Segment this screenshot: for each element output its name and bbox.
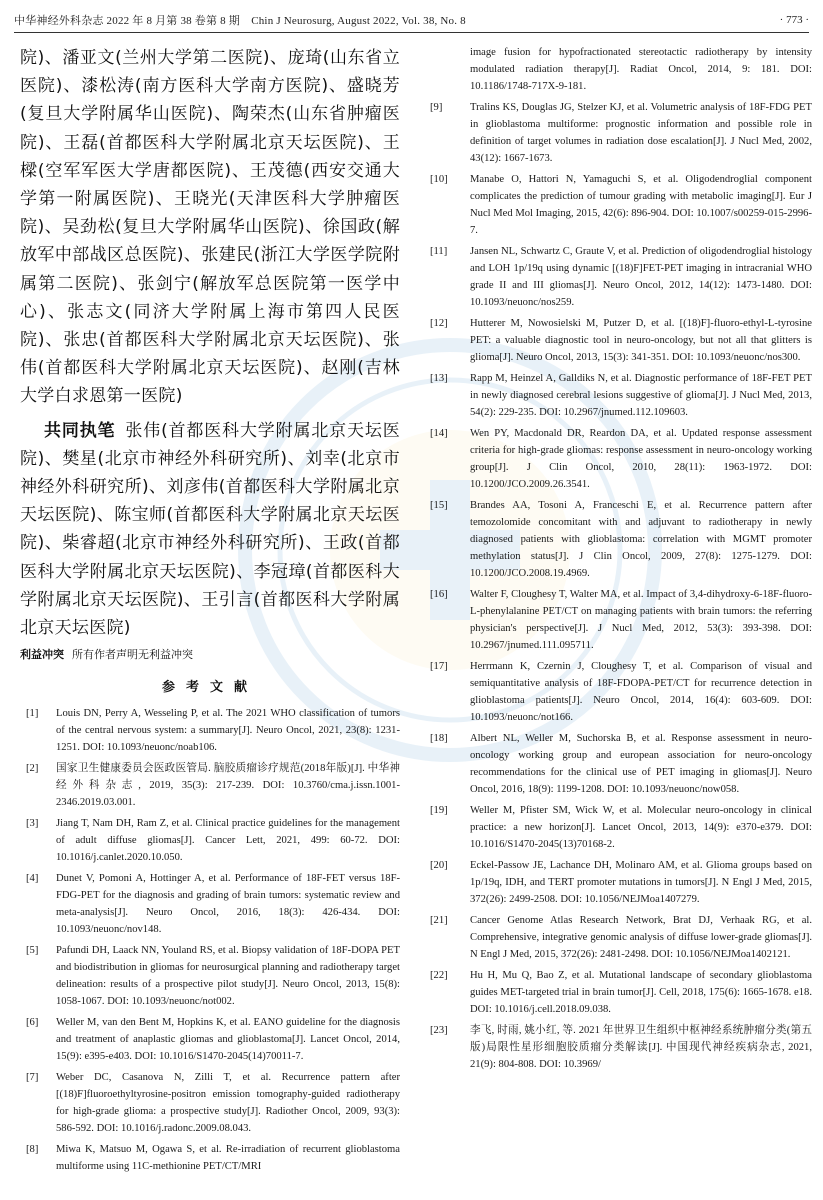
reference-text: Jansen NL, Schwartz C, Graute V, et al. Prediction of oligodendroglial histology and LOH 1p/19q using dynamic [(18)F]FET-PET imaging in intracranial WHO grade II and III gliomas[J]. Neuro Oncol, 2012, 14(12): 1473-1480. DOI: 10.1093/neuonc/nos259.	[470, 246, 812, 308]
reference-number: [1]	[26, 708, 39, 720]
reference-item	[428, 171, 812, 239]
reference-number: [2]	[26, 763, 39, 775]
reference-number: [19]	[430, 805, 448, 816]
reference-item	[428, 658, 812, 726]
reference-item	[20, 705, 400, 756]
reference-number: [11]	[430, 246, 448, 257]
reference-number: [10]	[430, 174, 448, 185]
reference-item	[428, 1022, 812, 1073]
conflict-text: 所有作者声明无利益冲突	[72, 648, 193, 662]
right-column	[428, 44, 812, 1077]
reference-number: [8]	[26, 1144, 39, 1156]
conflict-of-interest	[20, 646, 400, 662]
reference-text: Miwa K, Matsuo M, Ogawa S, et al. Re-irradiation of recurrent glioblastoma multiforme using 11C-methionine PET/CT/MRI	[56, 1144, 400, 1173]
reference-number: [5]	[26, 945, 39, 957]
reference-number: [21]	[430, 915, 448, 926]
reference-number: [23]	[430, 1025, 448, 1036]
reference-text: Hu H, Mu Q, Bao Z, et al. Mutational landscape of secondary glioblastoma guides MET-targeted trial in brain tumor[J]. Cell, 2018, 175(6): 1665-1678. e18. DOI: 10.1016/j.cell.2018.09.038.	[470, 970, 812, 1015]
reference-item	[428, 912, 812, 963]
reference-number: [14]	[430, 428, 448, 439]
running-header	[14, 8, 809, 33]
reference-item	[428, 425, 812, 493]
left-column	[20, 44, 400, 1179]
reference-text: 国家卫生健康委员会医政医管局. 脑胶质瘤诊疗规范(2018年版)[J]. 中华神经外科杂志, 2019, 35(3): 217-239. DOI: 10.3760/cma.j.issn.1001-2346.2019.03.001.	[56, 763, 400, 809]
reference-item	[428, 802, 812, 853]
reference-text: Brandes AA, Tosoni A, Franceschi E, et al. Recurrence pattern after temozolomide concomitant with and adjuvant to radiotherapy in newly diagnosed patients with glioblastoma: correlation with MGMT promoter methylation status[J]. J Clin Oncol, 2009, 27(8): 1275-1279. DOI: 10.1200/JCO.2008.19.4969.	[470, 500, 812, 579]
reference-text: Eckel-Passow JE, Lachance DH, Molinaro AM, et al. Glioma groups based on 1p/19q, IDH, and TERT promoter mutations in tumors[J]. N Engl J Med, 2015, 372(26): 2499-2508. DOI: 10.1056/NEJMoa1407279.	[470, 860, 812, 905]
reference-text: Cancer Genome Atlas Research Network, Brat DJ, Verhaak RG, et al. Comprehensive, integrative genomic analysis of diffuse lower-grade gliomas[J]. N Engl J Med, 2015, 372(26): 2481-2498. DOI: 10.1056/NEJMoa1402121.	[470, 915, 812, 960]
reference-number: [7]	[26, 1072, 39, 1084]
reference-text: Jiang T, Nam DH, Ram Z, et al. Clinical practice guidelines for the management of adult diffuse gliomas[J]. Cancer Lett, 2021, 499: 60-72. DOI: 10.1016/j.canlet.2020.10.050.	[56, 818, 400, 864]
reference-text: image fusion for hypofractionated stereotactic radiotherapy by intensity modulated radiation therapy[J]. Radiat Oncol, 2014, 9: 181. DOI: 10.1186/1748-717X-9-181.	[470, 47, 812, 92]
reference-number: [20]	[430, 860, 448, 871]
reference-number: [9]	[430, 102, 443, 113]
reference-item	[428, 586, 812, 654]
reference-text: 李飞, 时雨, 姚小红, 等. 2021 年世界卫生组织中枢神经系统肿瘤分类(第五版)局限性星形细胞胶质瘤分类解读[J]. 中国现代神经疾病杂志, 2021, 21(9): 804-808. DOI: 10.3969/	[470, 1025, 812, 1070]
reference-text: Rapp M, Heinzel A, Galldiks N, et al. Diagnostic performance of 18F-FET PET in newly diagnosed cerebral lesions suggestive of glioma[J]. J Nucl Med, 2013, 54(2): 229-235. DOI: 10.2967/jnumed.112.109603.	[470, 373, 812, 418]
author-list-continued: 院)、潘亚文(兰州大学第二医院)、庞琦(山东省立医院)、漆松涛(南方医科大学南方医院)、盛晓芳(复旦大学附属华山医院)、陶荣杰(山东省肿瘤医院)、王磊(首都医科大学附属北京天坛医院)、王樑(空军军医大学唐都医院)、王茂德(西安交通大学第一附属医院)、王晓光(天津医科大学肿瘤医院)、吴劲松(复旦大学附属华山医院)、徐国政(解放军中部战区总医院)、张建民(浙江大学医学院附属第二医院)、张剑宁(解放军总医院第一医学中心)、张志文(同济大学附属上海市第四人民医院)、张忠(首都医科大学附属北京天坛医院)、张伟(首都医科大学附属北京天坛医院)、赵刚(吉林大学白求恩第一医院)	[20, 48, 400, 407]
reference-number: [16]	[430, 589, 448, 600]
reference-number	[428, 44, 470, 95]
reference-number: [12]	[430, 318, 448, 329]
reference-text: Tralins KS, Douglas JG, Stelzer KJ, et al. Volumetric analysis of 18F-FDG PET in glioblastoma multiforme: prognostic information and possible role in definition of target volumes in radiation dose escalation[J]. J Nucl Med, 2002, 43(12): 1667-1673.	[470, 102, 812, 164]
reference-item	[428, 99, 812, 167]
co-authors-paragraph	[20, 417, 400, 643]
conflict-label: 利益冲突	[20, 648, 64, 662]
reference-number: [6]	[26, 1017, 39, 1029]
reference-item	[428, 967, 812, 1018]
reference-item	[428, 497, 812, 582]
reference-item	[20, 1069, 400, 1137]
reference-number: [3]	[26, 818, 39, 830]
reference-text: Weller M, van den Bent M, Hopkins K, et al. EANO guideline for the diagnosis and treatment of anaplastic gliomas and glioblastoma[J]. Lancet Oncol, 2014, 15(9): e395-e403. DOI: 10.1016/S1470-2045(14)70011-7.	[56, 1017, 400, 1063]
reference-item	[20, 1141, 400, 1175]
reference-text: Weber DC, Casanova N, Zilli T, et al. Recurrence pattern after [(18)F]fluoroethyltyrosine-positron emission tomography-guided radiotherapy for high-grade glioma: a prospective study[J]. Radiother Oncol, 2009, 93(3): 586-592. DOI: 10.1016/j.radonc.2009.08.043.	[56, 1072, 400, 1135]
page-number: · 773 ·	[779, 14, 809, 26]
reference-text: Albert NL, Weller M, Suchorska B, et al. Response assessment in neuro-oncology working group and european association for neuro-oncology recommendations for the clinical use of PET imaging in gliomas[J]. Neuro Oncol, 2016, 18(9): 1199-1208. DOI: 10.1093/neuonc/now058.	[470, 733, 812, 795]
reference-item	[20, 760, 400, 811]
reference-list-right	[428, 44, 812, 1073]
co-authors-text: 张伟(首都医科大学附属北京天坛医院)、樊星(北京市神经外科研究所)、刘幸(北京市神经外科研究所)、刘彦伟(首都医科大学附属北京天坛医院)、陈宝师(首都医科大学附属北京天坛医院)、柴睿超(北京市神经外科研究所)、王政(首都医科大学附属北京天坛医院)、李冠璋(首都医科大学附属北京天坛医院)、王引言(首都医科大学附属北京天坛医院)	[20, 420, 401, 639]
reference-item	[20, 870, 400, 938]
co-authors-label: 共同执笔	[44, 420, 116, 441]
references-heading: 参考文献	[161, 680, 258, 696]
reference-text: Dunet V, Pomoni A, Hottinger A, et al. Performance of 18F-FET versus 18F-FDG-PET for the diagnosis and grading of brain tumors: systematic review and meta-analysis[J]. Neuro Oncol, 2016, 18(3): 426-434. DOI: 10.1093/neuonc/nov148.	[56, 873, 400, 936]
reference-text: Walter F, Cloughesy T, Walter MA, et al. Impact of 3,4-dihydroxy-6-18F-fluoro-L-phenylalanine PET/CT on managing patients with brain tumors: the referring physician's perspective[J]. J Nucl Med, 2012, 53(3): 393-398. DOI: 10.2967/jnumed.111.095711.	[470, 589, 812, 651]
reference-number: [15]	[430, 500, 448, 511]
reference-text: Weller M, Pfister SM, Wick W, et al. Molecular neuro-oncology in clinical practice: a new horizon[J]. Lancet Oncol, 2013, 14(9): e370-e379. DOI: 10.1016/S1470-2045(13)70168-2.	[470, 805, 812, 850]
reference-item	[20, 1014, 400, 1065]
reference-item	[428, 315, 812, 366]
reference-number: [22]	[430, 970, 448, 981]
reference-text: Louis DN, Perry A, Wesseling P, et al. The 2021 WHO classification of tumors of the central nervous system: a summary[J]. Neuro Oncol, 2021, 23(8): 1231-1251. DOI: 10.1093/neuonc/noab106.	[56, 708, 400, 754]
reference-text: Hutterer M, Nowosielski M, Putzer D, et al. [(18)F]-fluoro-ethyl-L-tyrosine PET: a valuable diagnostic tool in neuro-oncology, but not all that glitters is glioma[J]. Neuro Oncol, 2013, 15(3): 341-351. DOI: 10.1093/neuonc/nos300.	[470, 318, 812, 363]
reference-number: [13]	[430, 373, 448, 384]
reference-text: Pafundi DH, Laack NN, Youland RS, et al. Biopsy validation of 18F-DOPA PET and biodistribution in gliomas for neurosurgical planning and radiotherapy target delineation: results of a prospective pilot study[J]. Neuro Oncol, 2013, 15(8): 1058-1067. DOI: 10.1093/neuonc/not002.	[56, 945, 400, 1008]
reference-item	[428, 857, 812, 908]
reference-item	[20, 815, 400, 866]
reference-item	[428, 243, 812, 311]
reference-text: Manabe O, Hattori N, Yamaguchi S, et al. Oligodendroglial component complicates the prediction of tumour grading with metabolic imaging[J]. Eur J Nucl Med Mol Imaging, 2015, 42(6): 896-904. DOI: 10.1007/s00259-015-2996-7.	[470, 174, 812, 236]
reference-list-left	[20, 705, 400, 1175]
reference-item	[428, 730, 812, 798]
reference-text: Wen PY, Macdonald DR, Reardon DA, et al. Updated response assessment criteria for high-grade gliomas: response assessment in neuro-oncology working group[J]. J Clin Oncol, 2010, 28(11): 1963-1972. DOI: 10.1200/JCO.2009.26.3541.	[470, 428, 812, 490]
reference-item	[428, 370, 812, 421]
reference-number: [4]	[26, 873, 39, 885]
reference-text: Herrmann K, Czernin J, Cloughesy T, et al. Comparison of visual and semiquantitative analysis of 18F-FDOPA-PET/CT for recurrence detection in glioblastoma patients[J]. Neuro Oncol, 2014, 16(4): 603-609. DOI: 10.1093/neuonc/not166.	[470, 661, 812, 723]
journal-citation: 中华神经外科杂志 2022 年 8 月第 38 卷第 8 期 Chin J Neurosurg, August 2022, Vol. 38, No. 8	[14, 15, 466, 27]
reference-item	[428, 44, 812, 95]
reference-item	[20, 942, 400, 1010]
reference-number: [18]	[430, 733, 448, 744]
reference-number: [17]	[430, 661, 448, 672]
